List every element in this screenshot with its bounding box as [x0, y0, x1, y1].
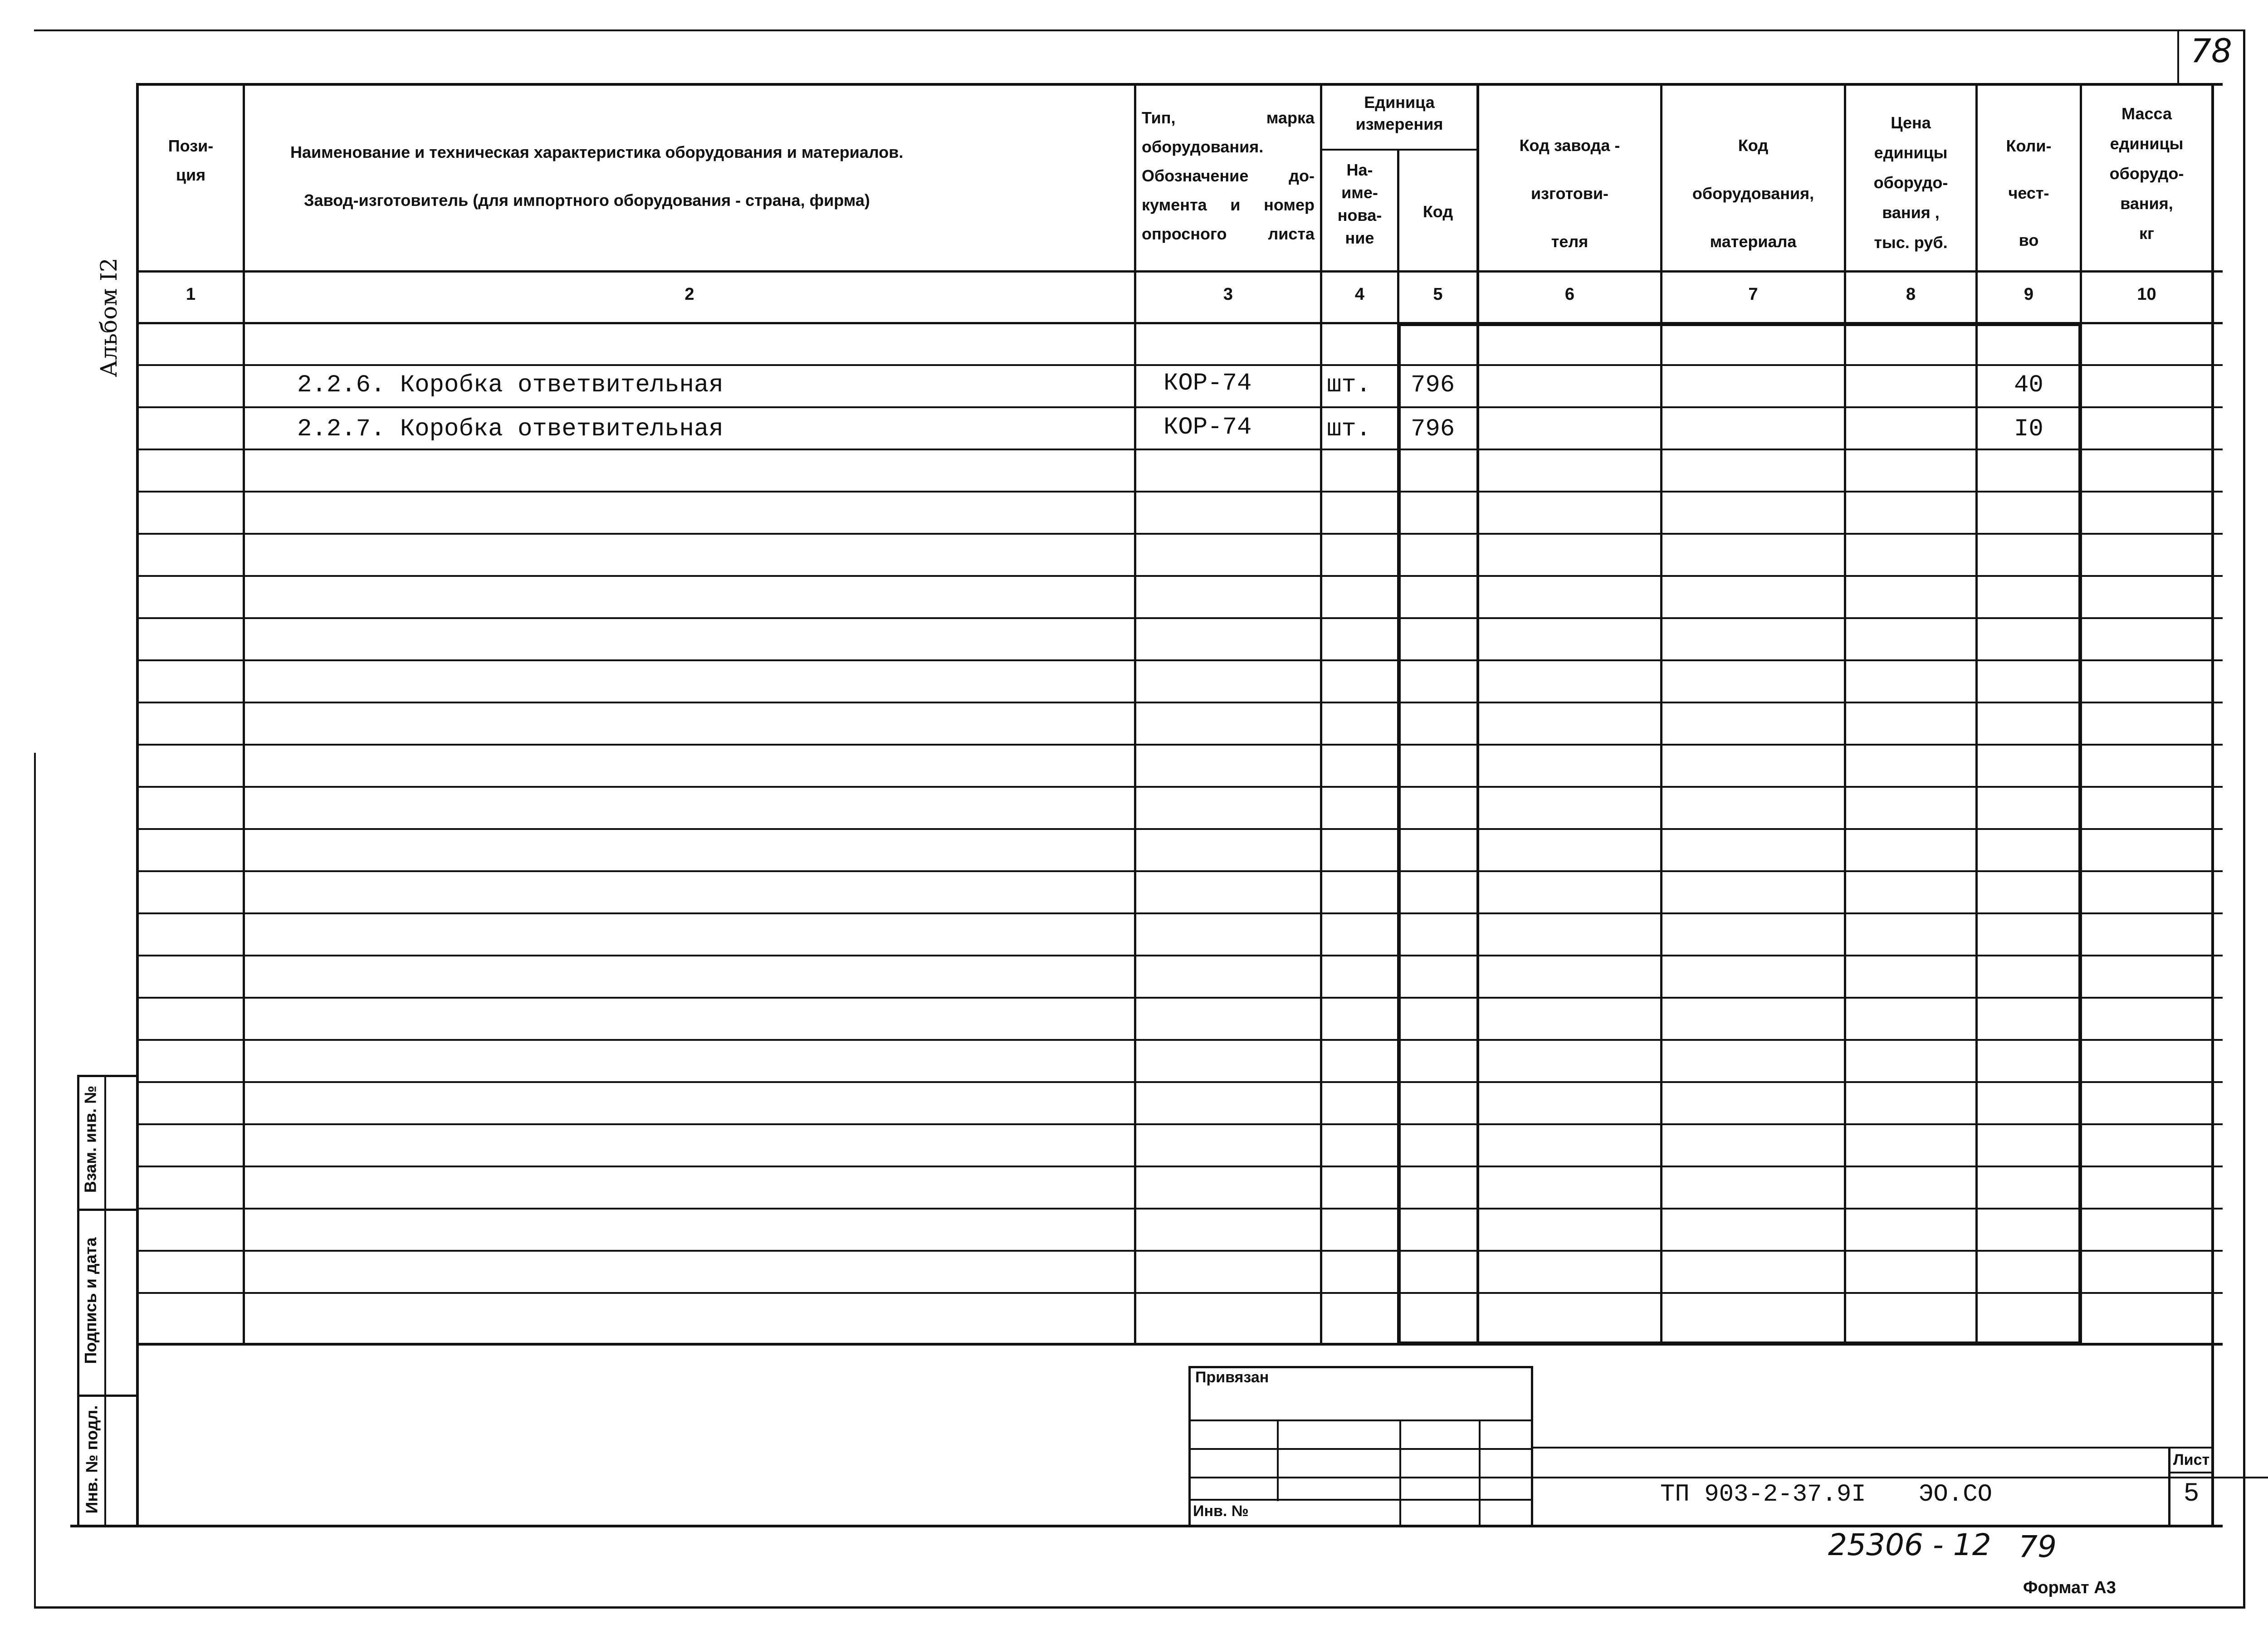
row-1-type: КОР-74: [1163, 370, 1252, 397]
header-type: Тип, марка оборудования. Обозначение до- кумента и номер опросного листа: [1142, 108, 1315, 243]
row-1-qty: 40: [2014, 371, 2043, 399]
top-rule: [34, 29, 2245, 31]
col-line-6: [1660, 83, 1662, 1346]
header-mass: Масса единицы оборудо- вания, кг: [2109, 104, 2184, 243]
sheet-label: Лист: [2173, 1451, 2210, 1468]
colnum-2: 2: [684, 285, 694, 304]
row-2-type: КОР-74: [1163, 414, 1252, 441]
col-line-3: [1320, 83, 1322, 1346]
row-1-code: 796: [1411, 371, 1455, 399]
row-line-16: [136, 997, 2223, 999]
bold-box-right: [2078, 323, 2082, 1345]
tb-line-2: [1188, 1448, 1533, 1450]
handwritten-number: 25306 - 12: [1828, 1527, 1991, 1562]
doc-code: ТП 903-2-37.9I: [1660, 1481, 1866, 1508]
row-1-name: 2.2.6. Коробка ответвительная: [297, 371, 723, 399]
row-2-unit: шт.: [1327, 415, 1371, 443]
corner-page-number: 78: [2190, 32, 2232, 70]
header-unit-group: Единица измерения: [1355, 93, 1443, 133]
row-line-2: [136, 406, 2223, 408]
header-name: Наименование и техническая характеристика оборудования и материалов. Завод-изготовитель (для импортного оборудования - страна, фирма): [290, 143, 904, 210]
row-line-19: [136, 1123, 2223, 1125]
row-2-qty: I0: [2014, 415, 2043, 443]
header-price: Цена единицы оборудо- вания , тыс. руб.: [1873, 113, 1948, 252]
row-line-5: [136, 533, 2223, 535]
colnum-1: 1: [186, 285, 196, 304]
colnum-6: 6: [1564, 285, 1575, 304]
row-line-10: [136, 744, 2223, 746]
col-line-1: [243, 83, 245, 1346]
colnum-8: 8: [1906, 285, 1916, 304]
row-line-8: [136, 659, 2223, 661]
side-label-vzam: Взам. инв. №: [81, 1085, 100, 1193]
row-1-unit: шт.: [1327, 371, 1371, 399]
frame-right: [2243, 29, 2245, 1608]
row-line-13: [136, 870, 2223, 872]
header-quantity: Коли- чест- во: [2006, 137, 2052, 249]
bold-box-top: [1397, 323, 2082, 326]
row-line-22: [136, 1250, 2223, 1252]
album-label: Альбом I2: [96, 258, 122, 377]
unit-group-line: [1320, 149, 1479, 151]
tb-doc-line: [1533, 1447, 2214, 1449]
colnum-5: 5: [1433, 285, 1443, 304]
tb-left: [1188, 1366, 1191, 1527]
privyazan-label: Привязан: [1195, 1369, 1269, 1386]
tb-sheet-mid: [2168, 1472, 2214, 1473]
header-unit-name: На- име- нова- ние: [1337, 161, 1382, 247]
tb-line-4: [1188, 1499, 1533, 1501]
inv-no-label: Инв. №: [1193, 1502, 1249, 1520]
row-line-4: [136, 491, 2223, 493]
colnum-9: 9: [2024, 285, 2034, 304]
col-line-8: [1975, 83, 1978, 1346]
col-line-7: [1844, 83, 1846, 1346]
frame-left: [34, 753, 36, 1608]
colnum-10: 10: [2137, 285, 2156, 304]
row-2-name: 2.2.7. Коробка ответвительная: [297, 415, 723, 443]
row-line-21: [136, 1208, 2223, 1210]
header-unit-code: Код: [1422, 202, 1453, 221]
row-line-7: [136, 617, 2223, 619]
format-label: Формат А3: [2023, 1578, 2116, 1597]
colnum-4: 4: [1354, 285, 1365, 304]
row-line-17: [136, 1039, 2223, 1041]
tb-line-3: [1188, 1477, 2268, 1478]
header-equipment-code: Код оборудования, материала: [1692, 136, 1814, 251]
handwritten-page: 79: [2019, 1529, 2057, 1564]
side-label-inv-podl: Инв. № подл.: [82, 1405, 101, 1514]
tb-v-2: [1399, 1419, 1401, 1527]
corner-box-left: [2177, 29, 2179, 84]
col-line-5: [1476, 83, 1479, 1346]
row-line-20: [136, 1166, 2223, 1167]
tb-line-1: [1188, 1419, 1533, 1421]
frame-bottom: [34, 1606, 2245, 1609]
col-line-10: [2211, 83, 2214, 1527]
tb-v-1: [1277, 1419, 1279, 1501]
row-line-18: [136, 1081, 2223, 1083]
row-line-3: [136, 449, 2223, 450]
tb-top: [1188, 1366, 1533, 1368]
row-line-14: [136, 912, 2223, 914]
side-label-podpis: Подпись и дата: [81, 1237, 100, 1364]
col-line-2: [1134, 83, 1136, 1346]
header-bottom: [136, 270, 2223, 273]
row-line-6: [136, 575, 2223, 577]
doc-section: ЭО.СО: [1919, 1481, 1993, 1508]
colnum-3: 3: [1223, 285, 1233, 304]
row-line-15: [136, 955, 2223, 956]
header-position: Пози- ция: [168, 137, 214, 184]
row-line-23: [136, 1292, 2223, 1294]
row-line-9: [136, 702, 2223, 703]
bold-box-bottom: [1397, 1341, 2082, 1345]
row-line-12: [136, 828, 2223, 830]
row-2-code: 796: [1411, 415, 1455, 443]
table-top: [136, 83, 2223, 86]
header-plant-code: Код завода - изготови- теля: [1519, 136, 1620, 251]
colnum-7: 7: [1748, 285, 1758, 304]
row-line-11: [136, 786, 2223, 788]
bold-box-left: [1397, 323, 1401, 1345]
tb-v-3: [1479, 1419, 1481, 1527]
sheet-number: 5: [2183, 1479, 2200, 1509]
